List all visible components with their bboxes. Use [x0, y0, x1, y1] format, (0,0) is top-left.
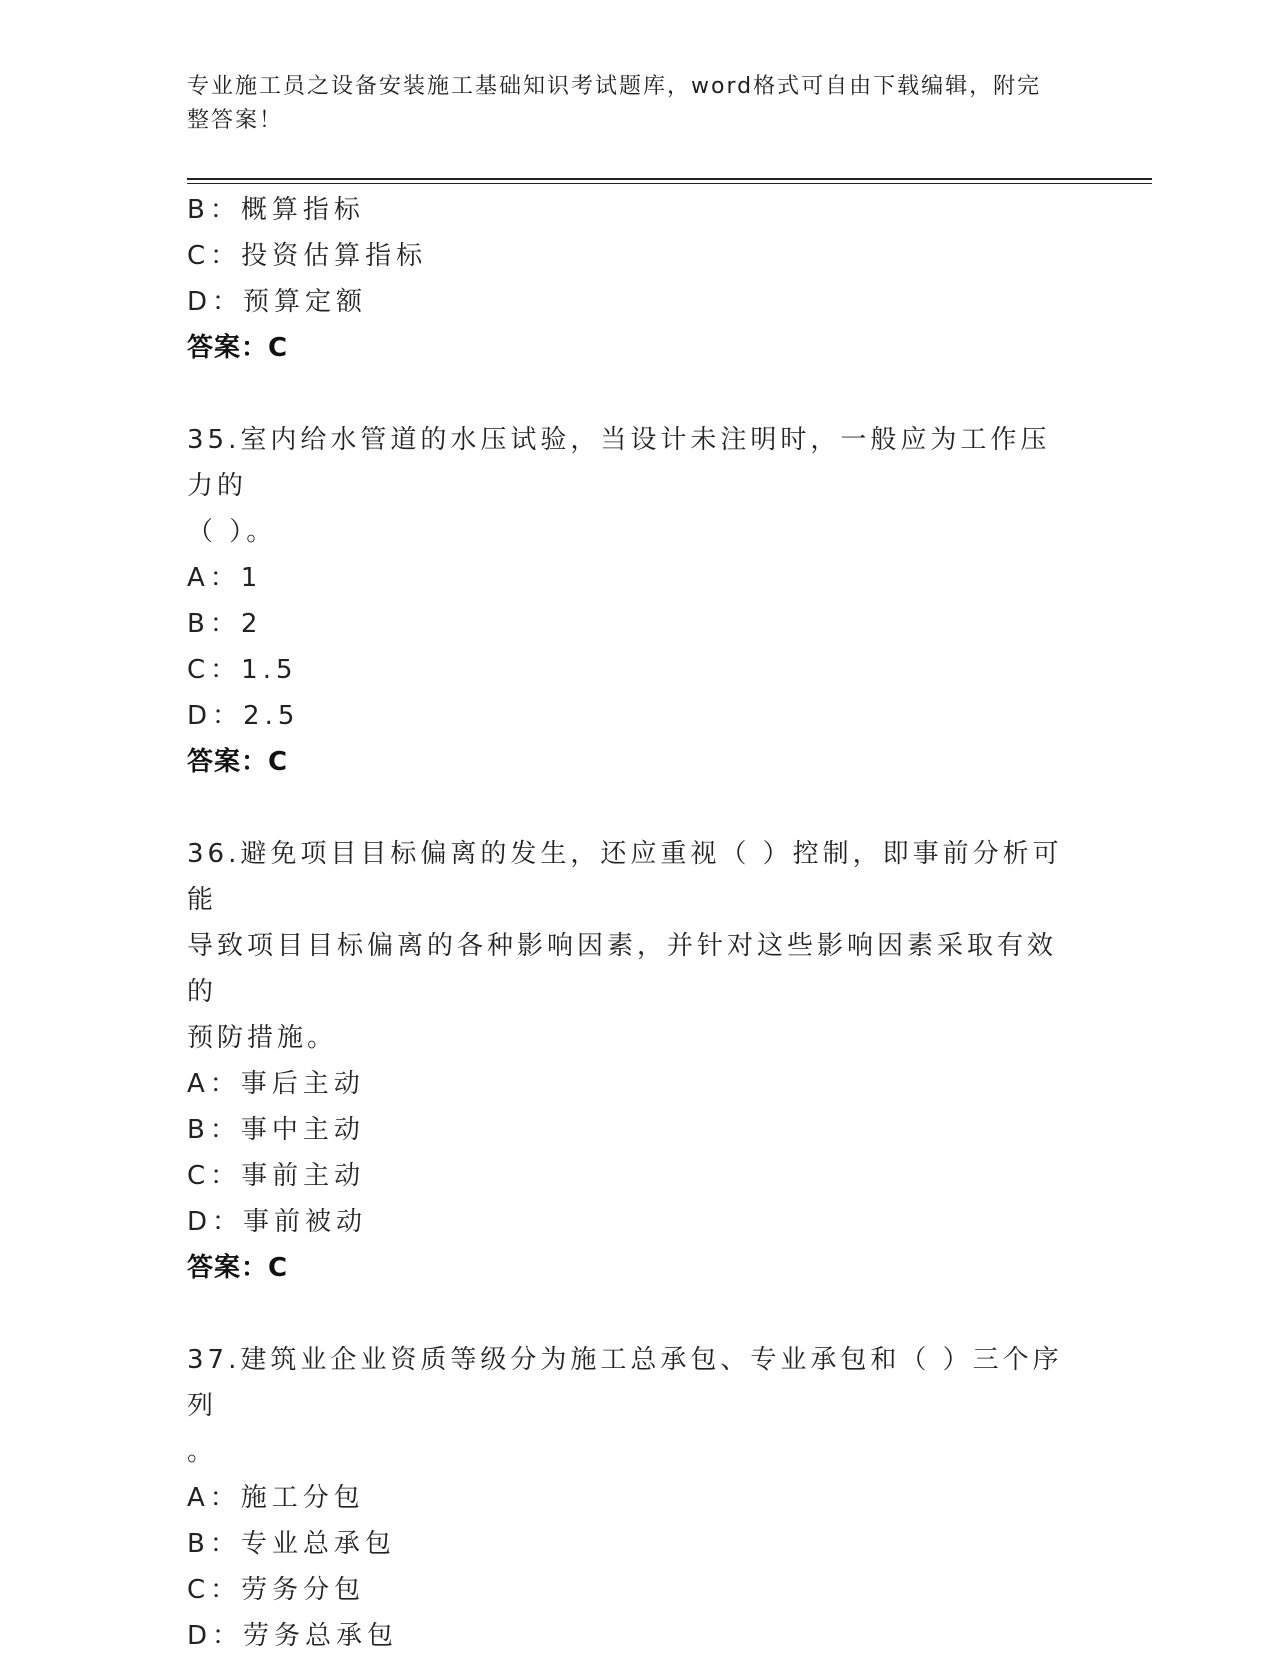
header-title-line-1: 专业施工员之设备安装施工基础知识考试题库，word格式可自由下载编辑，附完	[187, 74, 1042, 99]
option-c: C：劳务分包	[187, 1575, 366, 1605]
option-a: A：1	[187, 563, 263, 593]
question-text-line-2: 。	[187, 1437, 218, 1467]
option-b: B：概算指标	[187, 195, 365, 225]
header-rule-thick	[187, 178, 1152, 180]
spacer	[187, 785, 1087, 831]
question-text-line-3: 预防措施。	[187, 1023, 338, 1053]
question-text-line-1: 36.避免项目目标偏离的发生，还应重视（ ）控制，即事前分析可能	[187, 839, 1063, 915]
answer-line: 答案：C	[187, 333, 289, 363]
question-text-line-2: （ ）。	[187, 517, 277, 547]
option-b: B：事中主动	[187, 1115, 365, 1145]
option-b: B：2	[187, 609, 263, 639]
option-b: B：专业总承包	[187, 1529, 396, 1559]
option-a: A：事后主动	[187, 1069, 365, 1099]
question-text-line-1: 35.室内给水管道的水压试验，当设计未注明时，一般应为工作压力的	[187, 425, 1051, 501]
document-body	[187, 187, 1087, 1659]
option-c: C：投资估算指标	[187, 241, 428, 271]
question-36	[187, 831, 1087, 1291]
header-title-line-2: 整答案！	[187, 108, 284, 133]
answer-line: 答案：C	[187, 747, 289, 777]
spacer	[187, 1291, 1087, 1337]
option-d: D：预算定额	[187, 287, 368, 317]
option-c: C：1.5	[187, 655, 298, 685]
question-text-line-2: 导致项目目标偏离的各种影响因素，并针对这些影响因素采取有效的	[187, 931, 1058, 1007]
question-34-continued	[187, 187, 1087, 371]
option-a: A：施工分包	[187, 1483, 365, 1513]
spacer	[187, 371, 1087, 417]
answer-line: 答案：C	[187, 1253, 289, 1283]
question-35	[187, 417, 1087, 785]
option-d: D：事前被动	[187, 1207, 368, 1237]
option-c: C：事前主动	[187, 1161, 366, 1191]
question-text-line-1: 37.建筑业企业资质等级分为施工总承包、专业承包和（ ）三个序列	[187, 1345, 1063, 1421]
question-37	[187, 1337, 1087, 1659]
document-header	[187, 70, 1067, 138]
header-rule-thin	[187, 183, 1152, 184]
option-d: D：2.5	[187, 701, 300, 731]
option-d: D：劳务总承包	[187, 1621, 399, 1651]
